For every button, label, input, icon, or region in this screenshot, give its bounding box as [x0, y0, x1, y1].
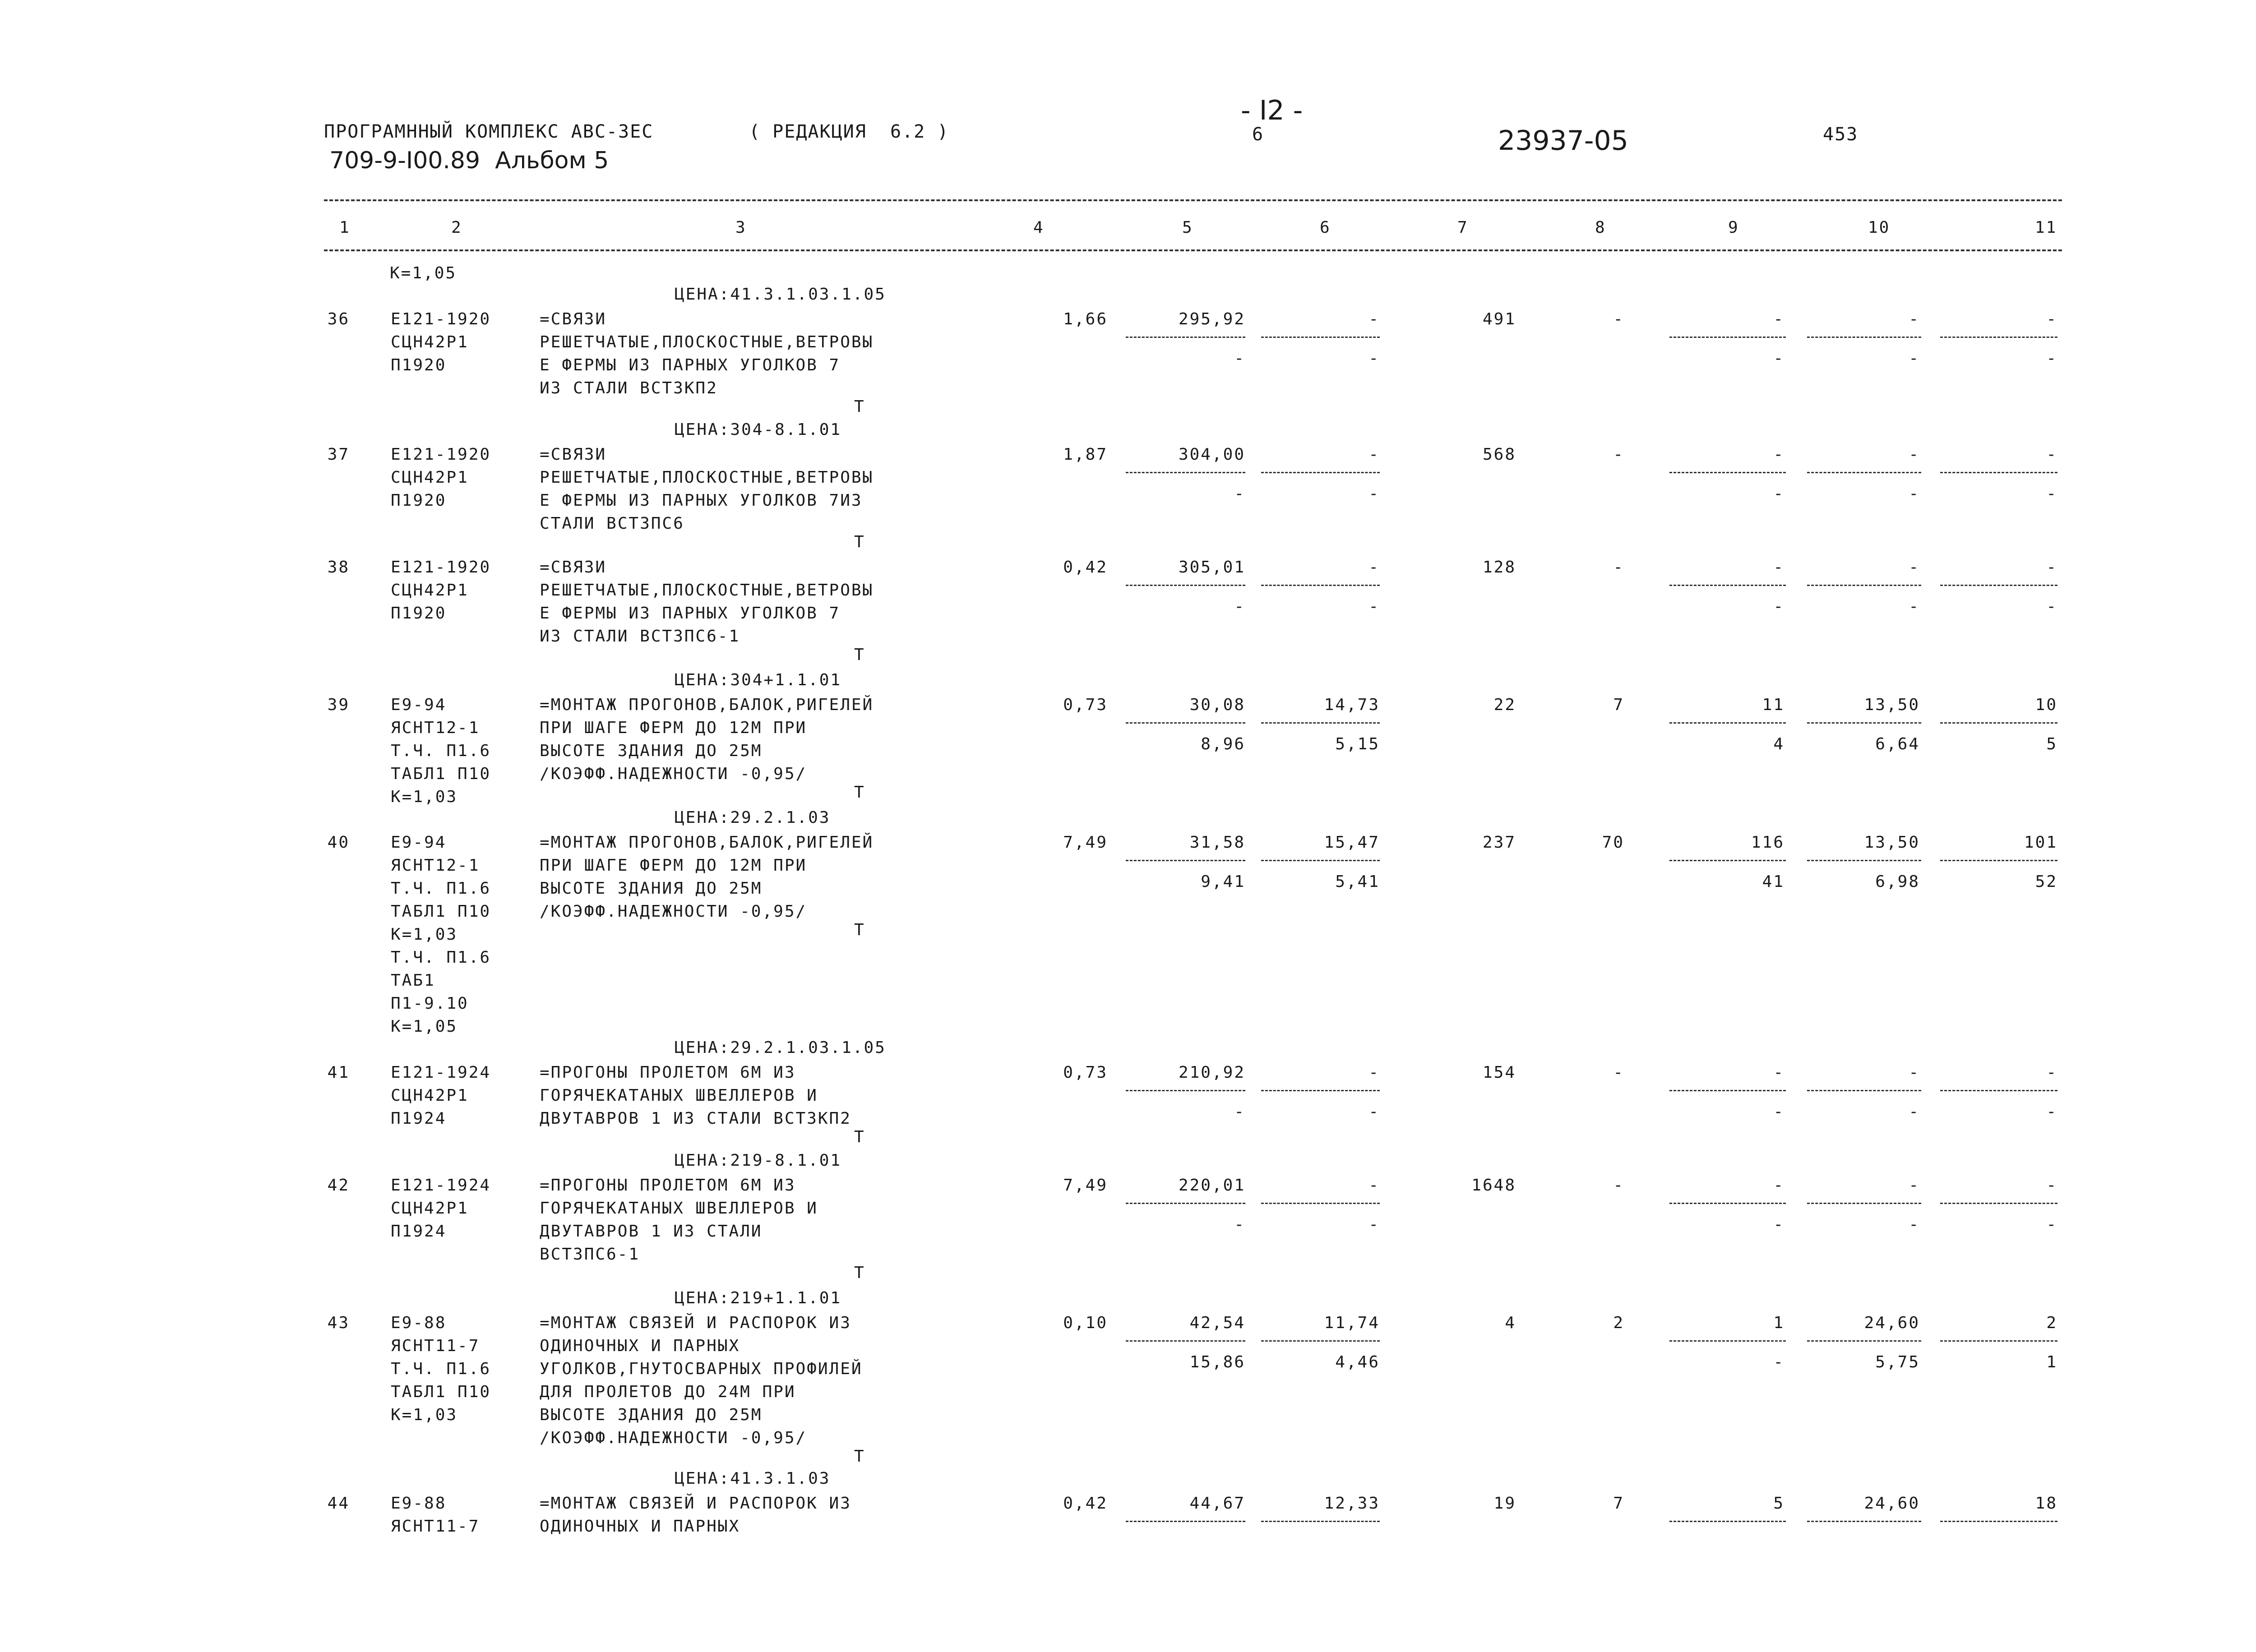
- col7-value: 491: [1482, 310, 1516, 328]
- cell-divider: [1261, 1203, 1380, 1204]
- c6-lower: 4,46: [1335, 1353, 1380, 1371]
- header-rule-bottom: [324, 249, 2062, 251]
- description-line: ВЫСОТЕ ЗДАНИЯ ДО 25М: [540, 742, 763, 760]
- cell-divider: [1261, 337, 1380, 338]
- c11-lower: 1: [2046, 1353, 2057, 1371]
- code-line: П1924: [391, 1222, 447, 1241]
- code-line: Т.Ч. П1.6: [391, 879, 491, 898]
- c5-upper: 44,67: [1189, 1494, 1245, 1513]
- c11-upper: -: [2046, 1063, 2057, 1082]
- cell-divider: [1807, 722, 1921, 724]
- code-line: ЯСНТ11-7: [391, 1517, 480, 1536]
- c6-upper: 15,47: [1324, 833, 1380, 852]
- code-line: П1924: [391, 1109, 447, 1128]
- code-line: Е9-94: [391, 696, 447, 714]
- c9-upper: 116: [1751, 833, 1784, 852]
- c11-lower: -: [2046, 597, 2057, 616]
- row-number: 38: [327, 558, 350, 577]
- col4-value: 0,73: [1063, 696, 1108, 714]
- c10-upper: -: [1909, 445, 1920, 464]
- t-mark: Т: [854, 533, 865, 551]
- header-number-right: 453: [1823, 124, 1858, 145]
- cell-divider: [1261, 1090, 1380, 1091]
- row-number: 39: [327, 696, 350, 714]
- t-mark: Т: [854, 1128, 865, 1146]
- c11-upper: -: [2046, 310, 2057, 328]
- code-line: СЦН42Р1: [391, 333, 469, 351]
- c10-lower: -: [1909, 597, 1920, 616]
- cell-divider: [1807, 337, 1921, 338]
- row-number: 37: [327, 445, 350, 464]
- c10-lower: -: [1909, 1103, 1920, 1121]
- page-mark: - I2 -: [1241, 95, 1303, 126]
- program-title: ПРОГРАМННЫЙ КОМПЛЕКС АВС-ЗЕС: [324, 121, 654, 142]
- cell-divider: [1807, 472, 1921, 473]
- code-line: Е121-1924: [391, 1063, 491, 1082]
- c6-upper: -: [1368, 1063, 1380, 1082]
- cell-divider: [1940, 1203, 2057, 1204]
- c6-upper: 12,33: [1324, 1494, 1380, 1513]
- c5-upper: 42,54: [1189, 1314, 1245, 1332]
- cell-divider: [1807, 1521, 1921, 1522]
- c9-upper: 5: [1773, 1494, 1784, 1513]
- c10-lower: -: [1909, 1215, 1920, 1234]
- code-line: К=1,05: [391, 1017, 458, 1036]
- code-line: ТАБЛ1 П10: [391, 765, 491, 783]
- cell-divider: [1669, 722, 1786, 724]
- t-mark: Т: [854, 397, 865, 416]
- column-header-2: 2: [451, 218, 462, 237]
- top-note: К=1,05: [390, 264, 457, 282]
- code-line: ТАБЛ1 П10: [391, 902, 491, 921]
- c11-lower: -: [2046, 485, 2057, 503]
- description-line: РЕШЕТЧАТЫЕ,ПЛОСКОСТНЫЕ,ВЕТРОВЫ: [540, 333, 874, 351]
- c6-upper: -: [1368, 1176, 1380, 1195]
- c10-upper: 13,50: [1864, 833, 1920, 852]
- c6-lower: -: [1368, 485, 1380, 503]
- c5-upper: 210,92: [1178, 1063, 1245, 1082]
- price-line: ЦЕНА:304-8.1.01: [675, 420, 842, 439]
- code-line: К=1,03: [391, 925, 458, 944]
- cell-divider: [1669, 1090, 1786, 1091]
- col7-value: 22: [1493, 696, 1516, 714]
- col8-value: -: [1613, 1176, 1624, 1195]
- column-header-3: 3: [735, 218, 747, 237]
- c11-upper: 2: [2046, 1314, 2057, 1332]
- c11-upper: -: [2046, 558, 2057, 577]
- description-line: ОДИНОЧНЫХ И ПАРНЫХ: [540, 1337, 740, 1355]
- col4-value: 1,66: [1063, 310, 1108, 328]
- col4-value: 0,73: [1063, 1063, 1108, 1082]
- code-line: П1-9.10: [391, 994, 469, 1013]
- description-line: =ПРОГОНЫ ПРОЛЕТОМ 6М ИЗ: [540, 1063, 796, 1082]
- col4-value: 0,10: [1063, 1314, 1108, 1332]
- cell-divider: [1126, 722, 1245, 724]
- description-line: ИЗ СТАЛИ ВСТ3ПС6-1: [540, 627, 740, 646]
- cell-divider: [1126, 1340, 1245, 1342]
- col7-value: 1648: [1471, 1176, 1516, 1195]
- cell-divider: [1807, 860, 1921, 861]
- col7-value: 128: [1482, 558, 1516, 577]
- c5-lower: -: [1234, 597, 1245, 616]
- row-number: 41: [327, 1063, 350, 1082]
- price-line: ЦЕНА:41.3.1.03: [675, 1469, 831, 1488]
- row-number: 40: [327, 833, 350, 852]
- c6-lower: -: [1368, 349, 1380, 368]
- document-code: 23937-05: [1498, 125, 1628, 157]
- description-line: =МОНТАЖ СВЯЗЕЙ И РАСПОРОК ИЗ: [540, 1494, 851, 1513]
- c10-upper: -: [1909, 558, 1920, 577]
- page-small-number: 6: [1252, 124, 1264, 145]
- price-line: ЦЕНА:219-8.1.01: [675, 1151, 842, 1170]
- price-line: ЦЕНА:29.2.1.03: [675, 808, 831, 827]
- c5-upper: 295,92: [1178, 310, 1245, 328]
- c11-lower: -: [2046, 1103, 2057, 1121]
- description-line: =МОНТАЖ ПРОГОНОВ,БАЛОК,РИГЕЛЕЙ: [540, 833, 874, 852]
- cell-divider: [1261, 860, 1380, 861]
- code-line: ТАБ1: [391, 971, 435, 990]
- description-line: ОДИНОЧНЫХ И ПАРНЫХ: [540, 1517, 740, 1536]
- column-header-9: 9: [1728, 218, 1739, 237]
- code-line: СЦН42Р1: [391, 581, 469, 600]
- c9-upper: -: [1773, 1063, 1784, 1082]
- c10-upper: 13,50: [1864, 696, 1920, 714]
- column-header-10: 10: [1868, 218, 1891, 237]
- cell-divider: [1669, 1203, 1786, 1204]
- c9-upper: -: [1773, 1176, 1784, 1195]
- description-line: РЕШЕТЧАТЫЕ,ПЛОСКОСТНЫЕ,ВЕТРОВЫ: [540, 581, 874, 600]
- code-line: Е9-94: [391, 833, 447, 852]
- cell-divider: [1261, 1521, 1380, 1522]
- code-line: К=1,03: [391, 1406, 458, 1424]
- c11-lower: -: [2046, 349, 2057, 368]
- price-line: ЦЕНА:304+1.1.01: [675, 671, 842, 689]
- col8-value: 70: [1602, 833, 1624, 852]
- col8-value: -: [1613, 1063, 1624, 1082]
- c6-upper: -: [1368, 445, 1380, 464]
- c11-lower: 5: [2046, 735, 2057, 753]
- c10-lower: 5,75: [1875, 1353, 1920, 1371]
- c5-upper: 30,08: [1189, 696, 1245, 714]
- c5-lower: -: [1234, 1215, 1245, 1234]
- description-line: /КОЭФФ.НАДЕЖНОСТИ -0,95/: [540, 902, 807, 921]
- c6-lower: 5,15: [1335, 735, 1380, 753]
- col4-value: 1,87: [1063, 445, 1108, 464]
- col4-value: 7,49: [1063, 833, 1108, 852]
- cell-divider: [1126, 337, 1245, 338]
- code-line: Т.Ч. П1.6: [391, 742, 491, 760]
- description-line: =СВЯЗИ: [540, 445, 607, 464]
- cell-divider: [1261, 722, 1380, 724]
- cell-divider: [1126, 860, 1245, 861]
- column-header-5: 5: [1182, 218, 1193, 237]
- description-line: =МОНТАЖ ПРОГОНОВ,БАЛОК,РИГЕЛЕЙ: [540, 696, 874, 714]
- cell-divider: [1940, 337, 2057, 338]
- description-line: Е ФЕРМЫ ИЗ ПАРНЫХ УГОЛКОВ 7ИЗ: [540, 491, 863, 510]
- row-number: 44: [327, 1494, 350, 1513]
- c9-upper: -: [1773, 310, 1784, 328]
- c10-upper: -: [1909, 1176, 1920, 1195]
- cell-divider: [1940, 585, 2057, 586]
- c11-upper: -: [2046, 445, 2057, 464]
- c6-upper: 11,74: [1324, 1314, 1380, 1332]
- cell-divider: [1807, 1340, 1921, 1342]
- price-line: ЦЕНА:219+1.1.01: [675, 1289, 842, 1307]
- c9-upper: 1: [1773, 1314, 1784, 1332]
- col8-value: 7: [1613, 1494, 1624, 1513]
- cell-divider: [1669, 860, 1786, 861]
- t-mark: Т: [854, 921, 865, 939]
- c6-lower: -: [1368, 1215, 1380, 1234]
- col4-value: 0,42: [1063, 558, 1108, 577]
- code-line: ЯСНТ12-1: [391, 856, 480, 875]
- c5-upper: 304,00: [1178, 445, 1245, 464]
- c11-lower: 52: [2035, 872, 2057, 891]
- cell-divider: [1261, 472, 1380, 473]
- c5-lower: -: [1234, 485, 1245, 503]
- cell-divider: [1126, 585, 1245, 586]
- c10-lower: -: [1909, 349, 1920, 368]
- cell-divider: [1669, 1521, 1786, 1522]
- description-line: =СВЯЗИ: [540, 558, 607, 577]
- code-line: Е9-88: [391, 1314, 447, 1332]
- row-number: 36: [327, 310, 350, 328]
- c10-upper: -: [1909, 1063, 1920, 1082]
- col8-value: -: [1613, 558, 1624, 577]
- c6-lower: -: [1368, 597, 1380, 616]
- c6-upper: -: [1368, 310, 1380, 328]
- c5-upper: 305,01: [1178, 558, 1245, 577]
- description-line: =МОНТАЖ СВЯЗЕЙ И РАСПОРОК ИЗ: [540, 1314, 851, 1332]
- cell-divider: [1261, 1340, 1380, 1342]
- row-number: 43: [327, 1314, 350, 1332]
- code-line: П1920: [391, 356, 447, 374]
- code-line: СЦН42Р1: [391, 1199, 469, 1218]
- code-line: П1920: [391, 604, 447, 623]
- description-line: ГОРЯЧЕКАТАНЫХ ШВЕЛЛЕРОВ И: [540, 1199, 818, 1218]
- description-line: Е ФЕРМЫ ИЗ ПАРНЫХ УГОЛКОВ 7: [540, 604, 841, 623]
- column-header-7: 7: [1457, 218, 1469, 237]
- description-line: УГОЛКОВ,ГНУТОСВАРНЫХ ПРОФИЛЕЙ: [540, 1360, 863, 1378]
- col8-value: -: [1613, 310, 1624, 328]
- c10-upper: -: [1909, 310, 1920, 328]
- column-header-6: 6: [1320, 218, 1331, 237]
- c9-upper: -: [1773, 445, 1784, 464]
- c5-lower: 8,96: [1201, 735, 1245, 753]
- t-mark: Т: [854, 1264, 865, 1282]
- header-rule-top: [324, 199, 2062, 201]
- column-header-1: 1: [339, 218, 351, 237]
- description-line: СТАЛИ ВСТ3ПС6: [540, 514, 684, 533]
- c5-upper: 220,01: [1178, 1176, 1245, 1195]
- c11-upper: 10: [2035, 696, 2057, 714]
- description-line: ПРИ ШАГЕ ФЕРМ ДО 12М ПРИ: [540, 719, 807, 737]
- c9-lower: 4: [1773, 735, 1784, 753]
- col7-value: 19: [1493, 1494, 1516, 1513]
- description-line: ПРИ ШАГЕ ФЕРМ ДО 12М ПРИ: [540, 856, 807, 875]
- code-line: Е121-1924: [391, 1176, 491, 1195]
- c10-upper: 24,60: [1864, 1494, 1920, 1513]
- col7-value: 4: [1505, 1314, 1516, 1332]
- cell-divider: [1126, 1090, 1245, 1091]
- code-line: СЦН42Р1: [391, 1086, 469, 1105]
- col7-value: 568: [1482, 445, 1516, 464]
- price-line: ЦЕНА:41.3.1.03.1.05: [675, 285, 886, 304]
- col8-value: 7: [1613, 696, 1624, 714]
- description-line: =СВЯЗИ: [540, 310, 607, 328]
- c5-upper: 31,58: [1189, 833, 1245, 852]
- c10-lower: -: [1909, 485, 1920, 503]
- c9-lower: -: [1773, 1215, 1784, 1234]
- code-line: П1920: [391, 491, 447, 510]
- c9-lower: -: [1773, 1353, 1784, 1371]
- description-line: РЕШЕТЧАТЫЕ,ПЛОСКОСТНЫЕ,ВЕТРОВЫ: [540, 468, 874, 487]
- c6-lower: 5,41: [1335, 872, 1380, 891]
- cell-divider: [1940, 1521, 2057, 1522]
- col8-value: -: [1613, 445, 1624, 464]
- c6-upper: 14,73: [1324, 696, 1380, 714]
- c11-lower: -: [2046, 1215, 2057, 1234]
- code-line: Т.Ч. П1.6: [391, 1360, 491, 1378]
- cell-divider: [1669, 337, 1786, 338]
- c5-lower: 15,86: [1189, 1353, 1245, 1371]
- code-line: Е121-1920: [391, 445, 491, 464]
- c9-lower: 41: [1762, 872, 1784, 891]
- c9-lower: -: [1773, 485, 1784, 503]
- row-number: 42: [327, 1176, 350, 1195]
- c11-upper: -: [2046, 1176, 2057, 1195]
- description-line: Е ФЕРМЫ ИЗ ПАРНЫХ УГОЛКОВ 7: [540, 356, 841, 374]
- code-line: К=1,03: [391, 788, 458, 806]
- col7-value: 154: [1482, 1063, 1516, 1082]
- code-line: ЯСНТ12-1: [391, 719, 480, 737]
- c5-lower: -: [1234, 1103, 1245, 1121]
- c9-lower: -: [1773, 349, 1784, 368]
- c10-lower: 6,64: [1875, 735, 1920, 753]
- c6-upper: -: [1368, 558, 1380, 577]
- c9-lower: -: [1773, 597, 1784, 616]
- col4-value: 7,49: [1063, 1176, 1108, 1195]
- description-line: ДВУТАВРОВ 1 ИЗ СТАЛИ: [540, 1222, 763, 1241]
- cell-divider: [1669, 472, 1786, 473]
- description-line: ДВУТАВРОВ 1 ИЗ СТАЛИ ВСТ3КП2: [540, 1109, 851, 1128]
- column-header-4: 4: [1033, 218, 1045, 237]
- code-line: Т.Ч. П1.6: [391, 948, 491, 967]
- description-line: ГОРЯЧЕКАТАНЫХ ШВЕЛЛЕРОВ И: [540, 1086, 818, 1105]
- code-line: Е9-88: [391, 1494, 447, 1513]
- code-line: Е121-1920: [391, 558, 491, 577]
- cell-divider: [1126, 472, 1245, 473]
- t-mark: Т: [854, 646, 865, 664]
- description-line: /КОЭФФ.НАДЕЖНОСТИ -0,95/: [540, 1429, 807, 1447]
- code-line: Е121-1920: [391, 310, 491, 328]
- code-line: СЦН42Р1: [391, 468, 469, 487]
- cell-divider: [1940, 1090, 2057, 1091]
- description-line: =ПРОГОНЫ ПРОЛЕТОМ 6М ИЗ: [540, 1176, 796, 1195]
- cell-divider: [1669, 1340, 1786, 1342]
- description-line: ИЗ СТАЛИ ВСТ3КП2: [540, 379, 718, 397]
- col8-value: 2: [1613, 1314, 1624, 1332]
- album-title: 709-9-I00.89 Альбом 5: [329, 147, 609, 174]
- code-line: ЯСНТ11-7: [391, 1337, 480, 1355]
- cell-divider: [1261, 585, 1380, 586]
- description-line: ВЫСОТЕ ЗДАНИЯ ДО 25М: [540, 1406, 763, 1424]
- t-mark: Т: [854, 783, 865, 802]
- cell-divider: [1807, 585, 1921, 586]
- description-line: ДЛЯ ПРОЛЕТОВ ДО 24М ПРИ: [540, 1383, 796, 1401]
- c11-upper: 101: [2024, 833, 2057, 852]
- code-line: ТАБЛ1 П10: [391, 1383, 491, 1401]
- description-line: ВСТ3ПС6-1: [540, 1245, 640, 1264]
- c9-upper: -: [1773, 558, 1784, 577]
- price-line: ЦЕНА:29.2.1.03.1.05: [675, 1038, 886, 1057]
- edition-label: ( РЕДАКЦИЯ 6.2 ): [749, 121, 949, 142]
- cell-divider: [1940, 472, 2057, 473]
- col7-value: 237: [1482, 833, 1516, 852]
- c11-upper: 18: [2035, 1494, 2057, 1513]
- c6-lower: -: [1368, 1103, 1380, 1121]
- c5-lower: 9,41: [1201, 872, 1245, 891]
- cell-divider: [1126, 1521, 1245, 1522]
- description-line: ВЫСОТЕ ЗДАНИЯ ДО 25М: [540, 879, 763, 898]
- c5-lower: -: [1234, 349, 1245, 368]
- cell-divider: [1807, 1090, 1921, 1091]
- cell-divider: [1126, 1203, 1245, 1204]
- c9-upper: 11: [1762, 696, 1784, 714]
- cell-divider: [1669, 585, 1786, 586]
- col4-value: 0,42: [1063, 1494, 1108, 1513]
- cell-divider: [1940, 722, 2057, 724]
- column-header-11: 11: [2035, 218, 2057, 237]
- description-line: /КОЭФФ.НАДЕЖНОСТИ -0,95/: [540, 765, 807, 783]
- c9-lower: -: [1773, 1103, 1784, 1121]
- c10-lower: 6,98: [1875, 872, 1920, 891]
- c10-upper: 24,60: [1864, 1314, 1920, 1332]
- column-header-8: 8: [1595, 218, 1606, 237]
- t-mark: Т: [854, 1447, 865, 1466]
- cell-divider: [1940, 860, 2057, 861]
- cell-divider: [1940, 1340, 2057, 1342]
- cell-divider: [1807, 1203, 1921, 1204]
